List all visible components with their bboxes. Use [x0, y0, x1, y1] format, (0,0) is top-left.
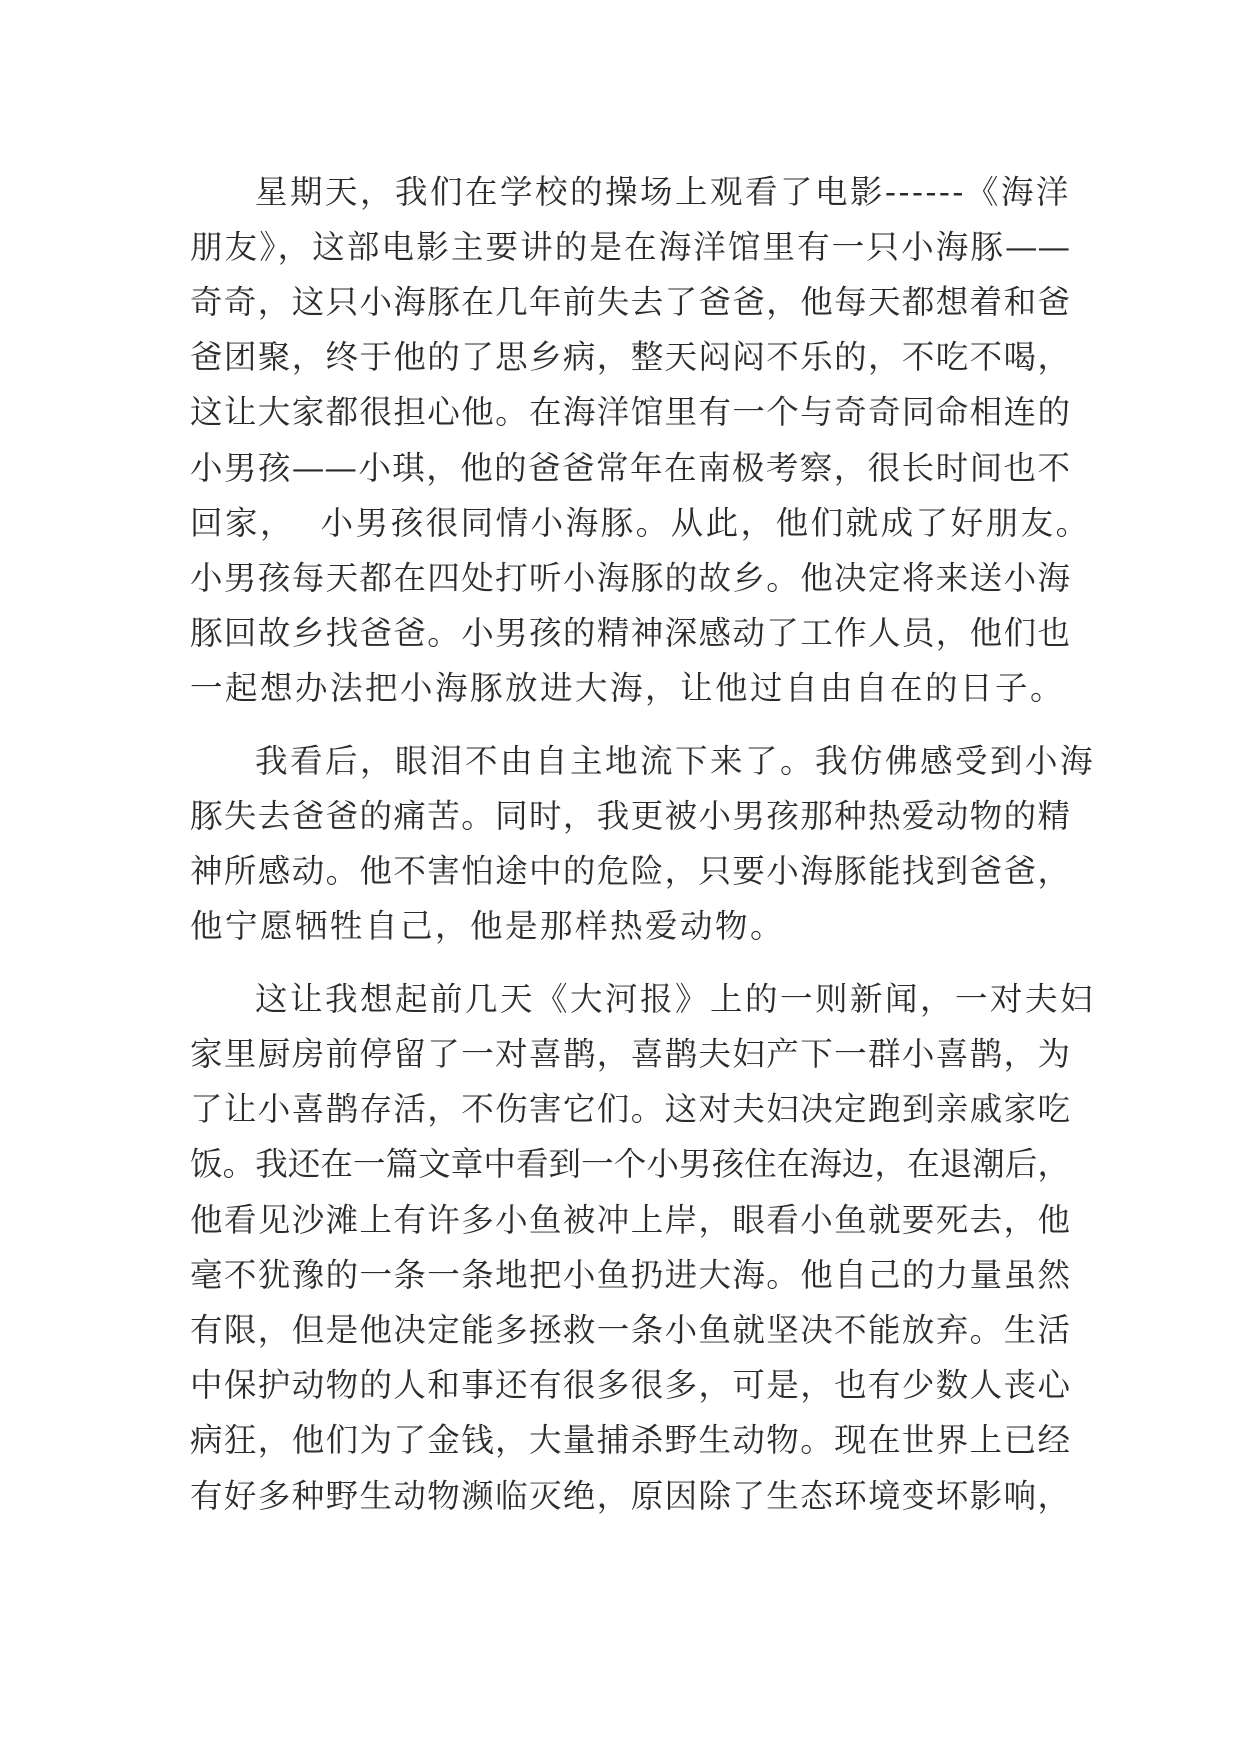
- text-line: 有限，但是他决定能多拯救一条小鱼就坚决不能放弃。生活: [190, 1311, 1070, 1349]
- text-line: 病狂，他们为了金钱，大量捕杀野生动物。现在世界上已经: [190, 1421, 1070, 1459]
- text-line: 朋友》，这部电影主要讲的是在海洋馆里有一只小海豚——: [190, 228, 1070, 266]
- text-line: 爸团聚，终于他的了思乡病，整天闷闷不乐的，不吃不喝，: [190, 338, 1070, 376]
- text-line: 一起想办法把小海豚放进大海，让他过自由自在的日子。: [190, 669, 1066, 707]
- text-line: 饭。我还在一篇文章中看到一个小男孩住在海边，在退潮后，: [190, 1145, 1070, 1183]
- text-line: 我看后，眼泪不由自主地流下来了。我仿佛感受到小海: [255, 742, 1096, 780]
- text-line: 了让小喜鹊存活，不伤害它们。这对夫妇决定跑到亲戚家吃: [190, 1090, 1070, 1128]
- text-line: 小男孩每天都在四处打听小海豚的故乡。他决定将来送小海: [190, 559, 1070, 597]
- text-line: 这让大家都很担心他。在海洋馆里有一个与奇奇同命相连的: [190, 393, 1070, 431]
- text-line: 豚失去爸爸的痛苦。同时，我更被小男孩那种热爱动物的精: [190, 797, 1070, 835]
- text-line: 中保护动物的人和事还有很多很多，可是，也有少数人丧心: [190, 1366, 1070, 1404]
- text-line: 有好多种野生动物濒临灭绝，原因除了生态环境变坏影响，: [190, 1477, 1070, 1515]
- text-line: 豚回故乡找爸爸。小男孩的精神深感动了工作人员，他们也: [190, 614, 1070, 652]
- text-line: 他看见沙滩上有许多小鱼被冲上岸，眼看小鱼就要死去，他: [190, 1201, 1070, 1239]
- text-line: 他宁愿牺牲自己，他是那样热爱动物。: [190, 907, 786, 945]
- text-line: 星期天，我们在学校的操场上观看了电影------《海洋: [255, 173, 1071, 211]
- text-line: 回家， 小男孩很同情小海豚。从此，他们就成了好朋友。: [190, 504, 1091, 542]
- text-line: 毫不犹豫的一条一条地把小鱼扔进大海。他自己的力量虽然: [190, 1256, 1070, 1294]
- text-line: 神所感动。他不害怕途中的危险，只要小海豚能找到爸爸，: [190, 852, 1070, 890]
- text-line: 家里厨房前停留了一对喜鹊，喜鹊夫妇产下一群小喜鹊，为: [190, 1035, 1070, 1073]
- text-line: 小男孩——小琪，他的爸爸常年在南极考察，很长时间也不: [190, 449, 1070, 487]
- text-line: 这让我想起前几天《大河报》上的一则新闻，一对夫妇: [255, 980, 1096, 1018]
- text-line: 奇奇，这只小海豚在几年前失去了爸爸，他每天都想着和爸: [190, 283, 1070, 321]
